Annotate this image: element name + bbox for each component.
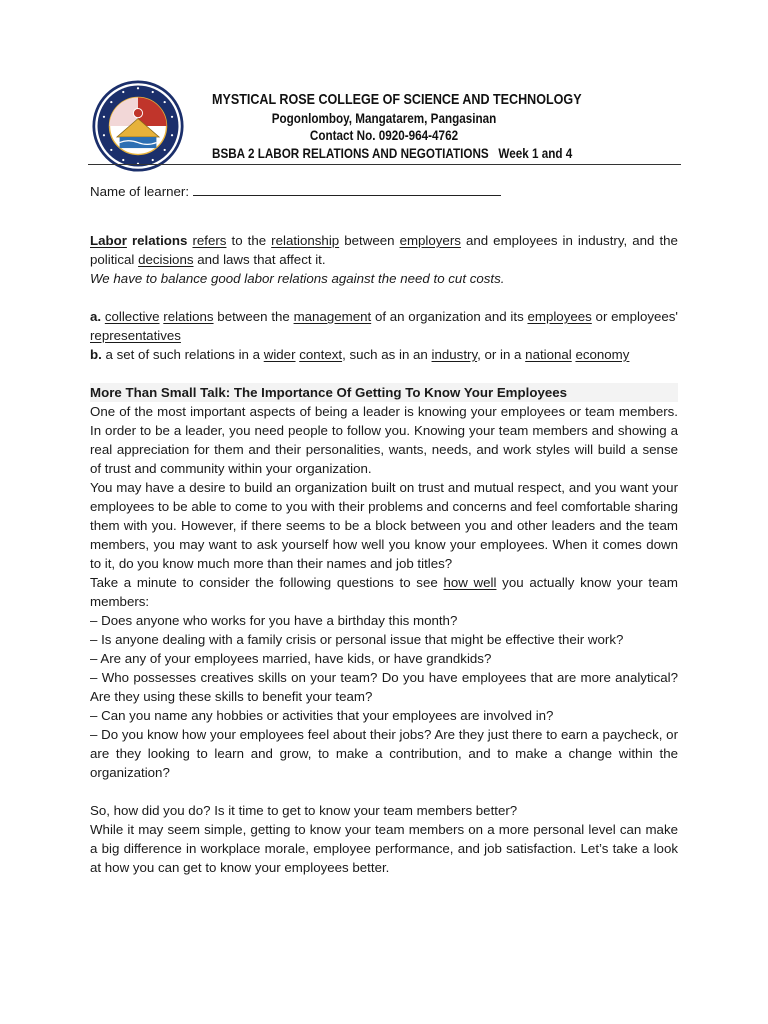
learner-name-line	[90, 182, 678, 201]
learner-name-field[interactable]	[193, 183, 501, 196]
article-paragraph-2: You may have a desire to build an organization built on trust and mutual respect, and you want your employees to be able to come to you with their problems and concerns and feel comfortable sharing them with you. However, if there seems to be a block between you and other leaders and the team members, you may want to ask yourself how well you know your employees. When it comes down to it, do you know much more than their names and job titles?	[90, 480, 678, 571]
question-list	[90, 611, 678, 782]
article-paragraph-5: While it may seem simple, getting to know your team members on a more personal level can make a big difference in workplace morale, employee performance, and job satisfaction. Let’s take a look at how you can get to know your employees better.	[90, 822, 678, 875]
word-relationship: relationship	[271, 233, 340, 248]
article-heading: More Than Small Talk: The Importance Of Getting To Know Your Employees	[90, 383, 678, 402]
college-address: Pogonlomboy, Mangatarem, Pangasinan	[271, 110, 497, 126]
meaning-b: b. a set of such relations in a wider context, such as in an industry, or in a national economy	[90, 347, 630, 362]
meaning-b-letter: b.	[90, 347, 102, 362]
contact-number: Contact No. 0920-964-4762	[309, 128, 459, 143]
word-refers: refers	[192, 233, 227, 248]
list-item: – Can you name any hobbies or activities that your employees are involved in?	[90, 708, 554, 723]
article-paragraph-4: So, how did you do? Is it time to get to know your team members better?	[90, 803, 518, 818]
article-paragraph-1: One of the most important aspects of being a leader is knowing your employees or team members. In order to be a leader, you need people to follow you. Knowing your team members and showing a real appreciation for them and their personalities, wants, needs, and work styles will build a sense of trust and community within your organization.	[90, 404, 678, 476]
college-name: MYSTICAL ROSE COLLEGE OF SCIENCE AND TECHNOLOGY	[212, 92, 582, 108]
list-item: – Who possesses creatives skills on your team? Do you have employees that are more analytical? Are they using these skills to benefit your team?	[90, 670, 678, 704]
meaning-a: a. collective relations between the management of an organization and its employees or employees' representatives	[90, 309, 678, 343]
definition-paragraph: Labor relations refers to the relationship between employers and employees in industry, and the political decisions and laws that affect it.	[90, 233, 678, 267]
course-title: BSBA 2 LABOR RELATIONS AND NEGOTIATIONS Week 1 and 4	[212, 145, 573, 161]
learner-name-label: Name of learner:	[90, 184, 190, 199]
list-item: – Does anyone who works for you have a birthday this month?	[90, 613, 458, 628]
document-body	[90, 182, 678, 877]
list-item: – Are any of your employees married, have kids, or have grandkids?	[90, 651, 492, 666]
letterhead	[184, 92, 584, 162]
phrase-how-well: how well	[443, 575, 497, 590]
list-item: – Do you know how your employees feel about their jobs? Are they just there to earn a paycheck, or are they looking to learn and grow, to make a contribution, and to make a change within the organization?	[90, 727, 678, 780]
term-labor: Labor	[90, 233, 127, 248]
article-paragraph-3: Take a minute to consider the following questions to see how well you actually know your team members:	[90, 575, 678, 609]
meaning-a-letter: a.	[90, 309, 102, 324]
header-divider	[88, 164, 681, 165]
word-employers: employers	[399, 233, 461, 248]
definition-example: We have to balance good labor relations against the need to cut costs.	[90, 271, 505, 286]
word-decisions: decisions	[138, 252, 194, 267]
college-seal-logo	[92, 80, 184, 172]
term-relations: relations	[131, 233, 188, 248]
list-item: – Is anyone dealing with a family crisis or personal issue that might be effective their work?	[90, 632, 624, 647]
